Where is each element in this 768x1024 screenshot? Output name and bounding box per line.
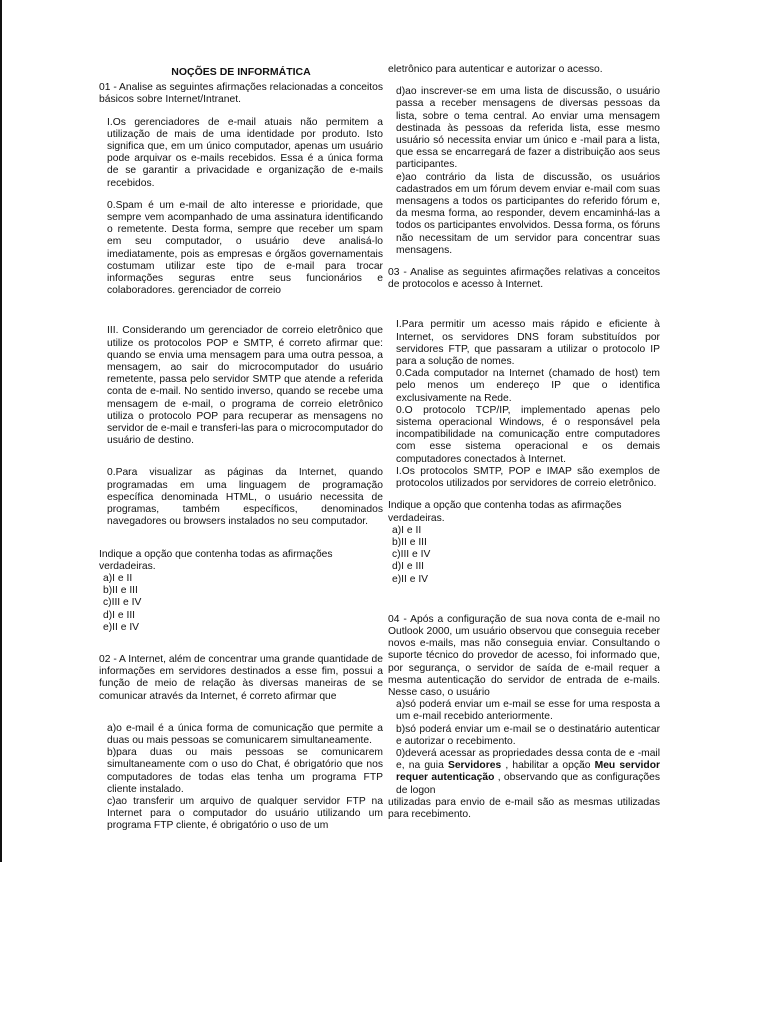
q04-option-c-text-middle: , habilitar a opção (501, 760, 595, 772)
q04-option-a: a)só poderá enviar um e-mail se esse for uma resposta a um e-mail recebido anteriormente. (396, 699, 660, 723)
q04-option-c-text-end: , observando que as configurações de logon (396, 772, 660, 796)
document-title: NOÇÕES DE INFORMÁTICA (171, 66, 311, 78)
q04-intro: 04 - Após a configuração de sua nova conta de e-mail no Outlook 2000, um usuário observou que conseguia receber novos e-mails, mas não conseguia enviar. Consultando o suporte técnico do provedor de acesso, foi informado que, por segurança, o servidor de saída de e-mail requer a mesma autenticação do servidor de entrada de e-mails. Nesse caso, o usuário (388, 613, 660, 698)
q01-option-b: b)II e III (103, 585, 138, 597)
q02-option-b: b)para duas ou mais pessoas se comunicarem simultaneamente com o uso do Chat, é obrigatório que nos computadores de todas elas tenha um programa FTP cliente instalado. (107, 747, 383, 795)
servidores-tab-name: Servidores (447, 760, 502, 772)
q03-intro: 03 - Analise as seguintes afirmações relativas a conceitos de protocolos e acesso à Internet. (388, 267, 660, 291)
left-column (99, 64, 383, 833)
q01-statement-i: I.Os gerenciadores de e-mail atuais não permitem a utilização de mais de uma identidade por produto. Isto significa que, em um único computador, apenas um usuário pode arquivar os e-mails recebidos. Essa é a única forma de se garantir a privacidade e organização de e-mails recebidos. (107, 116, 383, 189)
authentication-option-name: Meu servidor requer autenticação (396, 760, 660, 784)
q02-option-d: d)ao inscrever-se em uma lista de discussão, o usuário passa a receber mensagens de diversas pessoas da lista, sobre o tema central. Ao enviar uma mensagem destinada às pessoas da referida lista, esse mesmo usuário só necessita enviar um único e -mail para a lista, que essa se encarregará de fazer a distribuição aos seus participantes. (396, 86, 660, 171)
q01-option-c: c)III e IV (103, 597, 142, 609)
q01-option-a: a)I e II (103, 572, 133, 584)
q04-option-b: b)só poderá enviar um e-mail se o destinatário autenticar e autorizar o recebimento. (396, 723, 660, 747)
q02-intro: 02 - A Internet, além de concentrar uma grande quantidade de informações em servidores destinados a esse fim, possui a função de meio de relação às diversas maneiras de se comunicar através da Internet, é correto afirmar que (99, 653, 383, 702)
q01-statement-iv: 0.Para visualizar as páginas da Internet, quando programadas em uma linguagem de programação específica denominada HTML, o usuário necessita de programas, também específicos, denominados navegadores ou browsers instalados no seu computador. (107, 467, 383, 528)
q01-option-d: d)I e III (103, 609, 136, 621)
q01-intro: 01 - Analise as seguintes afirmações relacionadas a conceitos básicos sobre Internet/Intranet. (99, 82, 383, 106)
q02-option-e: e)ao contrário da lista de discussão, os usuários cadastrados em um fórum devem enviar e-mail com suas mensagens a todos os participantes do referido fórum e, da mesma forma, ao responder, devem encaminhá-las a todos os participantes envolvidos. Dessa forma, os fóruns não necessitam de um servidor para concentrar suas mensagens. (396, 171, 660, 256)
page-left-edge (0, 0, 2, 862)
q01-statement-ii: 0.Spam é um e-mail de alto interesse e prioridade, que sempre vem acompanhado de uma assinatura identificando o remetente. Desta forma, sempre que receber um spam em seu computador, o usuário deve analisá-lo imediatamente, pois as empresas e órgãos governamentais costumam utilizar este tipo de e-mail para trocar informações seguras entre seus funcionários e colaboradores. gerenciador de correio (107, 199, 383, 297)
q02-option-c-continued: eletrônico para autenticar e autorizar o acesso. (388, 64, 603, 75)
q03-options (388, 525, 660, 586)
q01-option-e: e)II e IV (103, 621, 140, 633)
q01-options (99, 573, 383, 634)
q03-option-b: b)II e III (392, 536, 427, 548)
q01-statement-iii: III. Considerando um gerenciador de correio eletrônico que utilize os protocolos POP e SMTP, é correto afirmar que: quando se envia uma mensagem para uma outra pessoa, a mensagem, ao sair do microcomputador do usuário remetente, passa pelo servidor SMTP que atende a referida conta de e-mail. No sentido inverso, quando se recebe uma mensagem de e-mail, o programa de correio eletrônico utiliza o protocolo POP para recuperar as mensagens no servidor de e-mail e transferi-las para o microcomputador do usuário de destino. (107, 325, 383, 447)
q03-statement-iii: 0.O protocolo TCP/IP, implementado apenas pelo sistema operacional Windows, é o responsável pela incompatibilidade na comunicação entre computadores com esse sistema operacional e os demais computadores conectados à Internet. (396, 404, 660, 465)
q01-prompt: Indique a opção que contenha todas as afirmações verdadeiras. (99, 548, 333, 572)
q03-statement-iv: I.Os protocolos SMTP, POP e IMAP são exemplos de protocolos utilizados por servidores de correio eletrônico. (396, 465, 660, 490)
q03-option-a: a)I e II (392, 524, 422, 536)
q02-option-a: a)o e-mail é a única forma de comunicação que permite a duas ou mais pessoas se comunicarem simultaneamente. (107, 722, 383, 746)
q04-option-c (388, 748, 660, 797)
q03-option-d: d)I e III (392, 561, 425, 573)
q04-option-c-continued: utilizadas para envio de e-mail são as mesmas utilizadas para recebimento. (388, 796, 660, 820)
q03-option-e: e)II e IV (392, 573, 429, 585)
right-column (388, 64, 660, 821)
q03-statement-i: I.Para permitir um acesso mais rápido e eficiente à Internet, os servidores DNS foram substituídos por servidores FTP, que passaram a utilizar o protocolo IP para a solução de nomes. (396, 319, 660, 368)
q03-statement-ii: 0.Cada computador na Internet (chamado de host) tem pelo menos um endereço IP que o identifica exclusivamente na Rede. (396, 368, 660, 404)
q04-option-c-text-start: 0)deverá acessar as propriedades dessa conta de e -mail e, na guia (396, 747, 660, 772)
q03-option-c: c)III e IV (392, 549, 431, 561)
q03-prompt: Indique a opção que contenha todas as afirmações verdadeiras. (388, 500, 622, 524)
q02-option-c: c)ao transferir um arquivo de qualquer servidor FTP na Internet para o computador do usuário utilizando um programa FTP cliente, é obrigatório o uso de um (107, 795, 383, 832)
